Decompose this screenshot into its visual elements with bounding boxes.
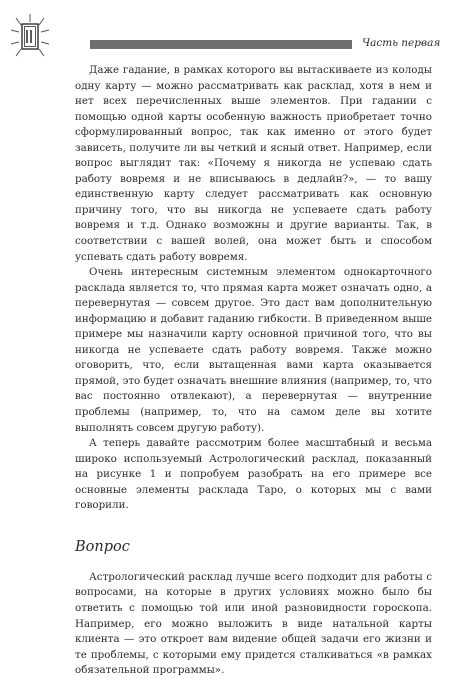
body-paragraph: Даже гадание, в рамках которого вы вытаскиваете из колоды одну карту — можно рассматривать как расклад, хотя в нем и нет всех перечисленных выше элементов. При гадании с помощью одной карты особенную важность приобретает точно сформулированный вопрос, так как именно от этого будет зависеть, получите ли вы четкий и ясный ответ. Например, если вопрос выглядит так: «Почему я никогда не успеваю сдать работу вовремя и не вписываюсь в дедлайн?», — то вашу единственную карту следует рассматривать как основную причину того, что вы никогда не успеваете сдать работу вовремя и т.д. Однако возможны и другие варианты. Так, в соответствии с вашей волей, она может быть и способом успевать сдать работу вовремя.: [75, 64, 432, 263]
body-paragraph: Очень интересным системным элементом однокарточного расклада является то, что прямая карта может означать одно, а перевернутая — совсем другое. Это даст вам дополнительную информацию и добавит гаданию гибкости. В приведенном выше примере мы назначили карту основной причиной того, что вы никогда не успеваете сдать работу вовремя. Также можно оговорить, что, если вытащенная вами карта оказывается прямой, это будет означать внешние влияния (например, то, что вас постоянно отвлекают), а перевернутая — внутренние проблемы (например, то, что на самом деле вы хотите выполнять совсем другую работу).: [75, 266, 432, 434]
tarot-card-emblem-icon: [10, 14, 50, 58]
body-paragraph: А теперь давайте рассмотрим более масштабный и весьма широко используемый Астрологический расклад, показанный на рисунке 1 и попробуем разобрать на его примере все основные элементы расклада Таро, о которых мы с вами говорили.: [75, 437, 432, 512]
running-header-part-label: Часть первая: [362, 37, 441, 49]
header-bar: [90, 40, 352, 49]
page-body: [75, 63, 432, 679]
section-paragraph: Астрологический расклад лучше всего подходит для работы с вопросами, на которые в других условиях можно было бы ответить с помощью той или иной разновидности гороскопа. Например, его можно выложить в виде натальной карты клиента — это откроет вам видение общей задачи его жизни и те проблемы, с которыми ему придется сталкиваться «в рамках обязательной программы».: [75, 570, 432, 677]
section-heading: Вопрос: [75, 538, 130, 555]
